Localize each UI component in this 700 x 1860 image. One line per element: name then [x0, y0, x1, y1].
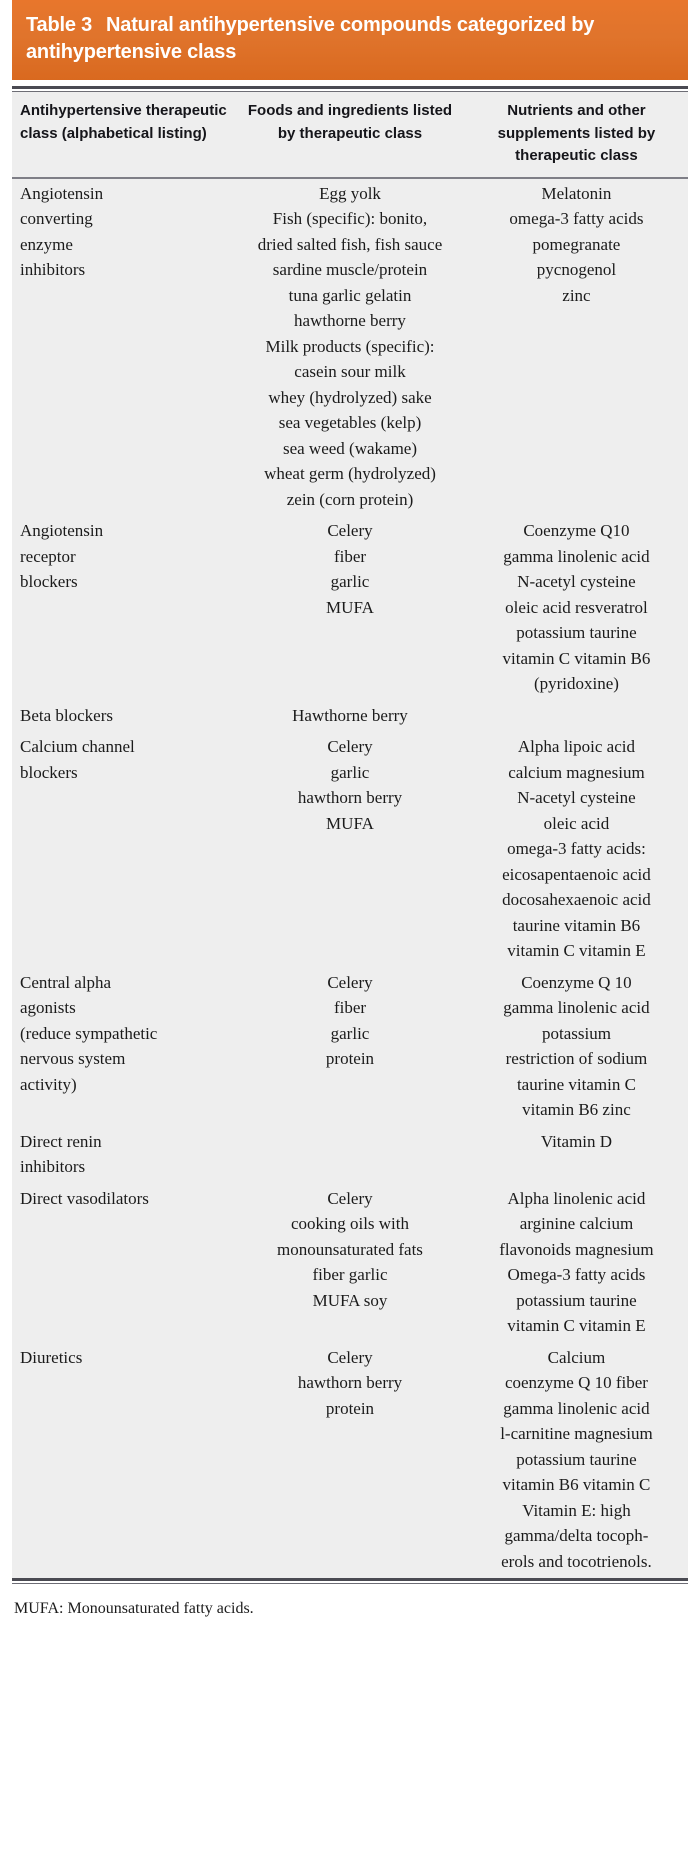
cell-line: vitamin C vitamin E [507, 1316, 646, 1335]
cell-line: pomegranate [532, 234, 621, 254]
cell-line: oleic acid resveratrol [505, 597, 648, 617]
cell-foods [235, 701, 465, 733]
cell-line: activity) [20, 1074, 77, 1094]
table-caption-bar [12, 0, 688, 80]
column-header-nutrients [465, 92, 688, 178]
cell-line: gamma linolenic acid [503, 546, 650, 566]
cell-line: inhibitors [20, 1157, 86, 1176]
table-row [12, 1343, 688, 1579]
cell-line: Direct vasodilators [20, 1188, 149, 1208]
cell-line: Angiotensin [20, 521, 104, 540]
cell-line: flavonoids magnesium [499, 1239, 654, 1259]
cell-line: potassium [541, 1023, 611, 1043]
cell-line: garlic [330, 762, 370, 782]
cell-line: garlic [330, 1023, 370, 1043]
table-row [12, 178, 688, 517]
cell-line: coenzyme Q 10 fiber [504, 1373, 648, 1392]
column-header-foods [235, 92, 465, 178]
header-line: supplements listed [497, 124, 634, 142]
cell-line: Diuretics [20, 1347, 83, 1367]
cell-line: Celery [327, 521, 373, 540]
cell-line: sardine muscle/protein [272, 260, 428, 279]
header-line: therapeutic class [20, 102, 227, 142]
cell-line: hawthorn berry [297, 788, 403, 807]
cell-line: N-acetyl cysteine [517, 788, 636, 807]
cell-line: Central alpha [20, 972, 112, 992]
cell-line: sea vegetables (kelp) [278, 413, 422, 432]
cell-therapeutic-class [12, 968, 235, 1127]
cell-line: blockers [20, 572, 78, 591]
cell-line: dried salted fish, fish sauce [257, 234, 443, 254]
cell-line: Celery [327, 1188, 373, 1208]
cell-line: protein [325, 1049, 375, 1068]
cell-line: Milk products (specific): [265, 336, 435, 356]
table-row [12, 1127, 688, 1184]
cell-line: cooking oils with [290, 1214, 410, 1233]
cell-line: fiber [333, 998, 367, 1017]
cell-line: tuna garlic gelatin [288, 285, 412, 305]
cell-therapeutic-class [12, 178, 235, 517]
cell-line: garlic [330, 572, 370, 591]
cell-line: oleic acid [543, 813, 610, 833]
cell-line: Hawthorne berry [292, 705, 408, 725]
cell-nutrients [465, 732, 688, 968]
header-line: (alphabetical listing) [61, 124, 207, 142]
cell-line: vitamin B6 vitamin C [502, 1475, 651, 1494]
cell-line: Coenzyme Q10 [523, 521, 630, 540]
cell-line: (pyridoxine) [533, 674, 619, 693]
cell-line: receptor [20, 546, 76, 566]
cell-line: erols and tocotrienols. [501, 1551, 652, 1571]
cell-nutrients [465, 701, 688, 733]
cell-line: gamma/delta tocoph- [504, 1526, 649, 1545]
cell-line: blockers [20, 762, 78, 782]
cell-line: hawthorne berry [294, 311, 406, 330]
cell-line: eicosapentaenoic acid [502, 864, 651, 884]
header-line: Foods and ingredients [247, 102, 409, 119]
cell-line: hawthorn berry [297, 1373, 403, 1392]
cell-line: vitamin B6 zinc [522, 1100, 631, 1119]
cell-line: gamma linolenic acid [503, 998, 650, 1017]
cell-therapeutic-class [12, 516, 235, 701]
cell-line: omega-3 fatty acids [509, 209, 644, 228]
cell-therapeutic-class [12, 1127, 235, 1184]
cell-line: (reduce sympathetic [20, 1023, 158, 1043]
cell-line: taurine vitamin C [516, 1074, 636, 1094]
cell-line: monounsaturated fats [277, 1239, 423, 1259]
table-row [12, 968, 688, 1127]
cell-line: Alpha linolenic acid [507, 1188, 646, 1208]
cell-line: inhibitors [20, 260, 86, 279]
cell-line: zinc [562, 285, 591, 305]
cell-foods [235, 1127, 465, 1184]
cell-line: Calcium [547, 1347, 606, 1367]
cell-line: Celery [327, 1347, 373, 1367]
cell-line: wheat germ (hydrolyzed) [264, 464, 436, 483]
cell-nutrients [465, 1343, 688, 1579]
header-line: Antihypertensive [20, 102, 142, 119]
cell-line: Direct renin [20, 1131, 102, 1151]
cell-therapeutic-class [12, 732, 235, 968]
cell-line: Egg yolk [319, 183, 381, 203]
cell-line: nervous system [20, 1049, 126, 1068]
header-line: Nutrients and other [507, 102, 646, 119]
cell-line: Omega-3 fatty acids [507, 1265, 646, 1284]
table-head [12, 92, 688, 178]
header-line: by therapeutic class [515, 124, 656, 164]
cell-line: vitamin C vitamin E [507, 941, 646, 960]
cell-line: zein (corn protein) [286, 489, 414, 509]
cell-line: potassium taurine [516, 1449, 637, 1469]
table-row [12, 732, 688, 968]
cell-line: calcium magnesium [508, 762, 645, 782]
cell-nutrients [465, 178, 688, 517]
cell-line: Alpha lipoic acid [517, 737, 635, 756]
cell-line: Melatonin [541, 183, 612, 203]
cell-line: Coenzyme Q 10 [521, 972, 632, 992]
cell-therapeutic-class [12, 1184, 235, 1343]
cell-line: Beta blockers [20, 705, 113, 725]
cell-line: Vitamin D [540, 1131, 613, 1151]
cell-nutrients [465, 968, 688, 1127]
cell-line: sea weed (wakame) [282, 438, 418, 458]
cell-foods [235, 732, 465, 968]
cell-line: whey (hydrolyzed) sake [268, 387, 432, 407]
table-footnote: MUFA: Monounsaturated fatty acids. [14, 1600, 254, 1617]
cell-foods [235, 178, 465, 517]
cell-line: Celery [327, 972, 373, 992]
header-line: listed by therapeutic class [277, 102, 453, 142]
cell-foods [235, 516, 465, 701]
cell-therapeutic-class [12, 701, 235, 733]
table-row [12, 1184, 688, 1343]
cell-line: potassium taurine [516, 623, 637, 642]
table-body [12, 178, 688, 1579]
data-table [12, 92, 688, 1578]
cell-foods [235, 968, 465, 1127]
cell-line: pycnogenol [536, 260, 617, 279]
cell-line: gamma linolenic acid [503, 1398, 650, 1418]
cell-nutrients [465, 1184, 688, 1343]
cell-line: arginine calcium [519, 1214, 634, 1233]
cell-foods [235, 1184, 465, 1343]
cell-nutrients [465, 516, 688, 701]
table-caption-text: Natural antihypertensive compounds categorized by antihypertensive class [26, 14, 595, 63]
cell-line: Calcium channel [20, 737, 135, 756]
cell-nutrients [465, 1127, 688, 1184]
column-header-therapeutic-class [12, 92, 235, 178]
cell-line: docosahexaenoic acid [502, 890, 651, 909]
cell-line: potassium taurine [516, 1290, 637, 1310]
cell-line: N-acetyl cysteine [517, 572, 636, 591]
cell-foods [235, 1343, 465, 1579]
table-row [12, 701, 688, 733]
table-bottom-rule [12, 1578, 688, 1584]
cell-line: enzyme [20, 234, 73, 254]
cell-therapeutic-class [12, 1343, 235, 1579]
cell-line: MUFA [326, 597, 374, 617]
column-header-row [12, 92, 688, 178]
cell-line: Vitamin E: high [522, 1500, 631, 1520]
cell-line: restriction of sodium [505, 1049, 648, 1068]
cell-line: vitamin C vitamin B6 [502, 648, 651, 668]
cell-line: MUFA soy [312, 1290, 388, 1310]
cell-line: Fish (specific): bonito, [272, 209, 428, 228]
cell-line: protein [325, 1398, 375, 1418]
cell-line: converting [20, 209, 93, 228]
cell-line: fiber garlic [312, 1265, 388, 1284]
cell-line: agonists [20, 998, 76, 1017]
cell-line: casein sour milk [294, 362, 406, 381]
cell-line: Angiotensin [20, 183, 104, 203]
table-row [12, 516, 688, 701]
cell-line: l-carnitine magnesium [500, 1424, 653, 1443]
cell-line: omega-3 fatty acids: [507, 839, 646, 858]
table-caption-label: Table 3 [26, 14, 93, 36]
cell-line: Celery [327, 737, 373, 756]
cell-line: taurine vitamin B6 [512, 915, 641, 935]
cell-line: MUFA [326, 813, 374, 833]
cell-line: fiber [333, 546, 367, 566]
